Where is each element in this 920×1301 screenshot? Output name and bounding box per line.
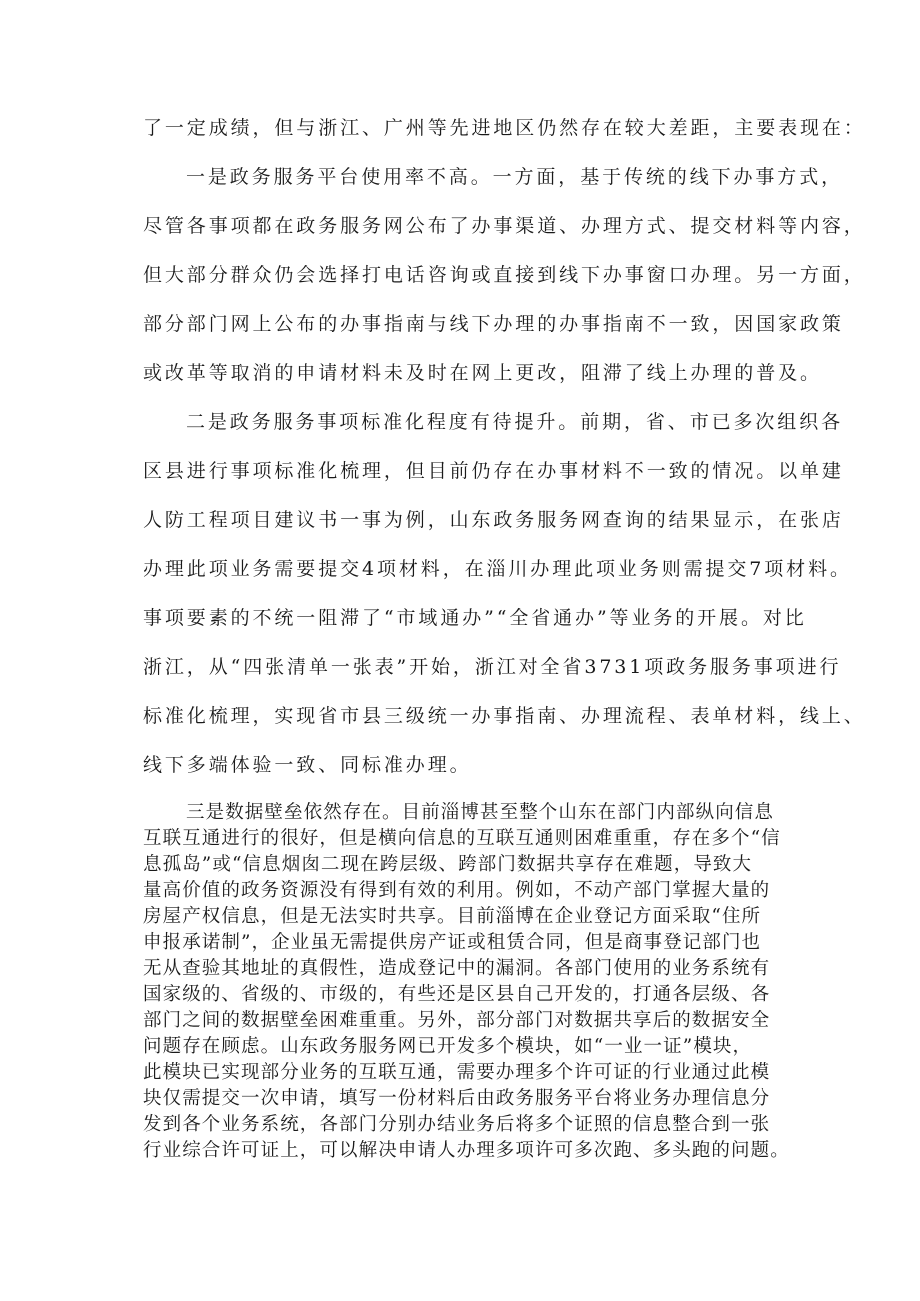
text-line: 二是政务服务事项标准化程度有待提升。前期，省、市已多次组织各 [186,411,844,433]
text-line: 申报承诺制”，企业虽无需提供房产证或租赁合同，但是商事登记部门也 [143,932,762,953]
text-line: 浙江，从“四张清单一张表”开始，浙江对全省3731项政务服务事项进行 [143,656,842,678]
text-line: 量高价值的政务资源没有得到有效的利用。例如，不动产部门掌握大量的 [143,880,771,901]
text-line: 三是数据壁垒依然存在。目前淄博甚至整个山东在部门内部纵向信息 [186,802,775,823]
text-line: 互联互通进行的很好，但是横向信息的互联互通则困难重重，存在多个“信 [143,828,781,849]
text-line: 尽管各事项都在政务服务网公布了办事渠道、办理方式、提交材料等内容， [143,215,866,237]
text-line: 事项要素的不统一阻滞了“市域通办”“全省通办”等业务的开展。对比 [143,607,807,629]
text-line: 行业综合许可证上，可以解决申请人办理多项许可多次跑、多头跑的问题。 [143,1140,790,1161]
text-line: 人防工程项目建议书一事为例，山东政务服务网查询的结果显示，在张店 [143,509,844,531]
text-line: 息孤岛”或“信息烟囱二现在跨层级、跨部门数据共享存在难题，导致大 [143,854,753,875]
text-line: 发到各个业务系统，各部门分别办结业务后将多个证照的信息整合到一张 [143,1114,771,1135]
text-line: 块仅需提交一次申请，填写一份材料后由政务服务平台将业务办理信息分 [143,1088,771,1109]
text-line: 但大部分群众仍会选择打电话咨询或直接到线下办事窗口办理。另一方面， [143,264,866,286]
text-line: 办理此项业务需要提交4项材料，在淄川办理此项业务则需提交7项材料。 [143,558,852,580]
text-line: 区县进行事项标准化梳理，但目前仍存在办事材料不一致的情况。以单建 [143,460,844,482]
text-line: 或改革等取消的申请材料未及时在网上更改，阻滞了线上办理的普及。 [143,362,822,384]
text-line: 问题存在顾虑。山东政务服务网已开发多个模块，如“一业一证”模块， [143,1036,753,1057]
text-line: 部门之间的数据壁垒困难重重。另外，部分部门对数据共享后的数据安全 [143,1010,771,1031]
text-line: 此模块已实现部分业务的互联互通，需要办理多个许可证的行业通过此模 [143,1062,771,1083]
text-line: 线下多端体验一致、同标准办理。 [143,754,472,776]
text-line: 国家级的、省级的、市级的，有些还是区县自己开发的，打通各层级、各 [143,984,771,1005]
text-line: 部分部门网上公布的办事指南与线下办理的办事指南不一致，因国家政策 [143,313,844,335]
text-line: 标准化梳理，实现省市县三级统一办事指南、办理流程、表单材料，线上、 [143,705,866,727]
text-line: 一是政务服务平台使用率不高。一方面，基于传统的线下办事方式， [186,166,844,188]
text-line: 了一定成绩，但与浙江、广州等先进地区仍然存在较大差距，主要表现在： [143,117,866,139]
text-line: 房屋产权信息，但是无法实时共享。目前淄博在企业登记方面采取“住所 [143,906,762,927]
text-line: 无从查验其地址的真假性，造成登记中的漏洞。各部门使用的业务系统有 [143,958,771,979]
